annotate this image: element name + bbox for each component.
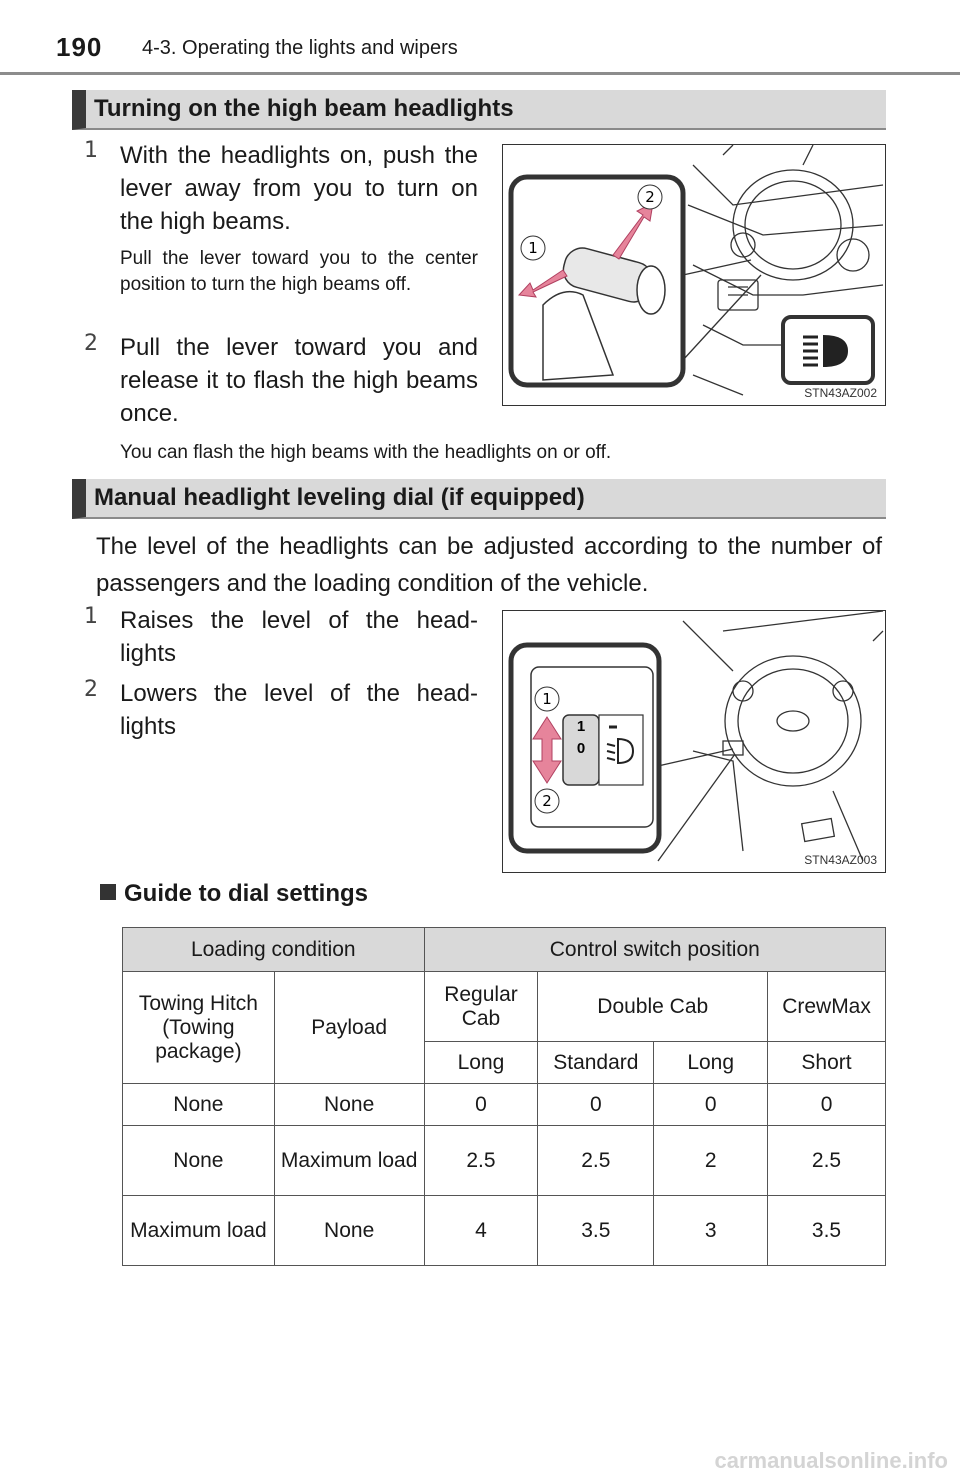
leveling-step-1: Raises the level of the head-lights xyxy=(120,607,478,667)
header-regular-cab: Regular Cab xyxy=(424,972,538,1042)
page-header: 4-3. Operating the lights and wipers xyxy=(142,37,458,59)
guide-title: Guide to dial settings xyxy=(124,880,369,907)
bed-cell: Short xyxy=(768,1042,886,1084)
dial-illustration xyxy=(503,611,884,871)
callout-2: 2 xyxy=(542,792,552,810)
high-beam-figure xyxy=(502,144,886,406)
step-number: 1 xyxy=(84,138,98,163)
header-control-switch-position: Control switch position xyxy=(424,928,885,972)
value-cell: 3 xyxy=(654,1196,768,1266)
dial-mark-1: 1 xyxy=(576,718,586,735)
table-row xyxy=(123,1126,886,1196)
payload-cell: None xyxy=(274,1196,424,1266)
header-crewmax: CrewMax xyxy=(768,972,886,1042)
high-beam-step-1: With the headlights on, push the lever away from you to turn on the high beams. xyxy=(120,142,478,235)
dial-mark-0: 0 xyxy=(576,740,586,757)
value-cell: 2.5 xyxy=(538,1126,654,1196)
value-cell: 3.5 xyxy=(538,1196,654,1266)
table-row xyxy=(123,1196,886,1266)
bed-cell: Long xyxy=(654,1042,768,1084)
leveling-figure xyxy=(502,610,886,873)
bed-cell: Long xyxy=(424,1042,538,1084)
callout-2: 2 xyxy=(645,188,655,206)
value-cell: 0 xyxy=(654,1084,768,1126)
callout-1: 1 xyxy=(528,239,538,257)
towing-cell: None xyxy=(123,1126,275,1196)
figure-code: STN43AZ002 xyxy=(804,386,877,400)
value-cell: 0 xyxy=(538,1084,654,1126)
value-cell: 3.5 xyxy=(768,1196,886,1266)
bed-cell: Standard xyxy=(538,1042,654,1084)
header-loading-condition: Loading condition xyxy=(123,928,425,972)
header-payload: Payload xyxy=(274,972,424,1084)
value-cell: 0 xyxy=(768,1084,886,1126)
figure-code: STN43AZ003 xyxy=(804,853,877,867)
table-header-row xyxy=(123,928,886,972)
header-double-cab: Double Cab xyxy=(538,972,768,1042)
leveling-step-2: Lowers the level of the head-lights xyxy=(120,680,478,740)
square-bullet-icon xyxy=(100,884,116,900)
high-beam-step-2: Pull the lever toward you and release it to flash the high beams once. xyxy=(120,334,478,427)
step-number: 1 xyxy=(84,604,98,629)
header-rule xyxy=(0,72,960,75)
table-row xyxy=(123,1084,886,1126)
leveling-intro: The level of the headlights can be adjusted according to the number of passengers and the loading condition of the vehicle. xyxy=(96,533,882,597)
page-number: 190 xyxy=(56,32,103,62)
value-cell: 2.5 xyxy=(768,1126,886,1196)
value-cell: 4 xyxy=(424,1196,538,1266)
value-cell: 2 xyxy=(654,1126,768,1196)
towing-cell: Maximum load xyxy=(123,1196,275,1266)
watermark: carmanualsonline.info xyxy=(714,1448,948,1473)
high-beam-step-2-note: You can flash the high beams with the headlights on or off. xyxy=(120,442,612,463)
section-heading-high-beam: Turning on the high beam headlights xyxy=(72,90,886,130)
table-row xyxy=(123,972,886,1042)
lever-illustration xyxy=(503,145,884,404)
high-beam-step-1-note: Pull the lever toward you to the center position to turn the high beams off. xyxy=(120,248,478,295)
callout-1: 1 xyxy=(542,690,552,708)
guide-subheading xyxy=(100,880,368,908)
dial-settings-table xyxy=(122,927,886,1266)
towing-cell: None xyxy=(123,1084,275,1126)
payload-cell: Maximum load xyxy=(274,1126,424,1196)
payload-cell: None xyxy=(274,1084,424,1126)
section-heading-leveling: Manual headlight leveling dial (if equipped) xyxy=(72,479,886,519)
value-cell: 0 xyxy=(424,1084,538,1126)
step-number: 2 xyxy=(84,331,98,356)
step-number: 2 xyxy=(84,677,98,702)
header-towing-hitch: Towing Hitch (Towing package) xyxy=(123,972,275,1084)
value-cell: 2.5 xyxy=(424,1126,538,1196)
